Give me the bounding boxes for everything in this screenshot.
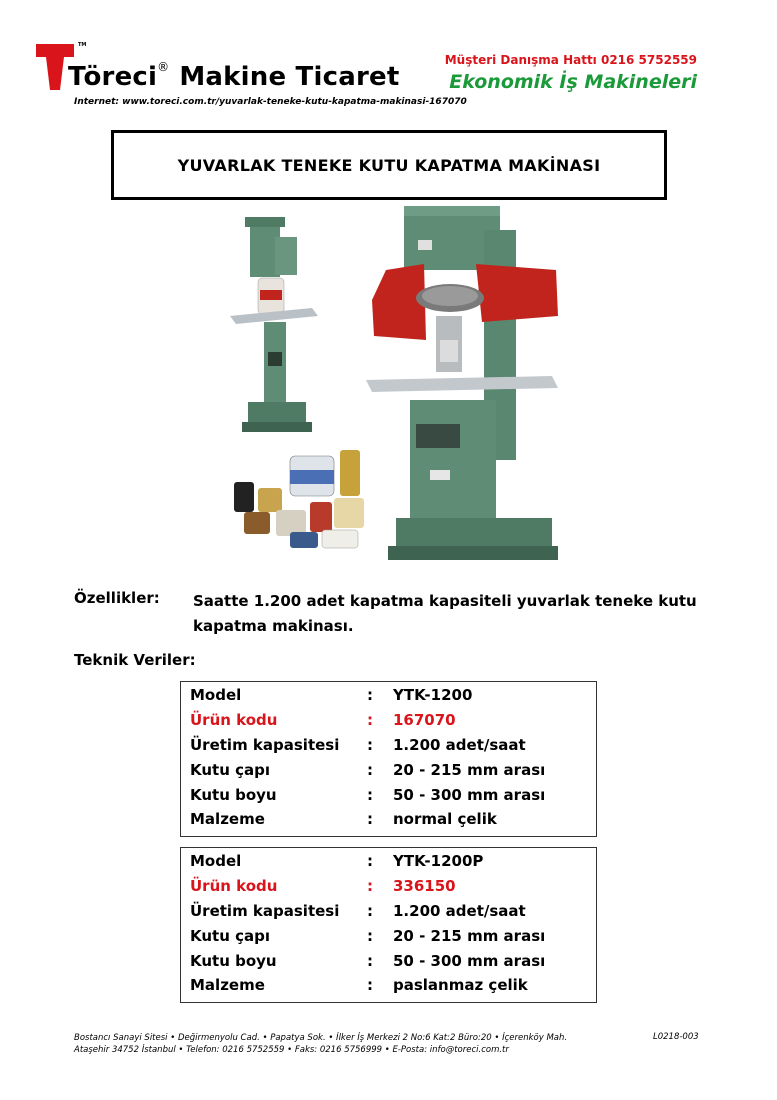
- spec-value: 50 - 300 mm arası: [393, 951, 546, 970]
- spec-sep: :: [367, 901, 373, 920]
- page-url[interactable]: Internet: www.toreci.com.tr/yuvarlak-teneke-kutu-kapatma-makinasi-167070: [74, 97, 467, 107]
- spec-sep: :: [367, 951, 373, 970]
- spec-value: YTK-1200: [393, 686, 473, 705]
- cans-photo: [230, 448, 370, 552]
- trademark-mark: TM: [78, 42, 87, 48]
- spec-key: Kutu boyu: [190, 951, 277, 970]
- spec-sep: :: [367, 760, 373, 779]
- small-machine-photo: [230, 212, 320, 440]
- title-box: [111, 130, 667, 200]
- page-title: YUVARLAK TENEKE KUTU KAPATMA MAKİNASI: [177, 155, 601, 175]
- spec-sep: :: [367, 810, 373, 829]
- spec-table-ytk-1200: [180, 681, 597, 837]
- spec-sep: :: [367, 976, 373, 995]
- spec-key: Malzeme: [190, 810, 265, 829]
- footer-address: [74, 1032, 567, 1056]
- spec-value: 1.200 adet/saat: [393, 735, 526, 754]
- spec-key: Model: [190, 686, 242, 705]
- spec-key: Üretim kapasitesi: [190, 735, 340, 754]
- spec-value: 1.200 adet/saat: [393, 901, 526, 920]
- spec-row-diameter: [181, 923, 596, 948]
- spec-key: Kutu çapı: [190, 926, 271, 945]
- spec-sep: :: [367, 926, 373, 945]
- spec-sep: :: [367, 877, 373, 896]
- spec-key: Kutu çapı: [190, 760, 271, 779]
- spec-row-material: [181, 807, 596, 832]
- spec-table-ytk-1200p: [180, 847, 597, 1003]
- spec-key: Ürün kodu: [190, 711, 278, 730]
- spec-key: Malzeme: [190, 976, 265, 995]
- spec-sep: :: [367, 785, 373, 804]
- document-number: L0218-003: [653, 1032, 699, 1042]
- spec-key: Ürün kodu: [190, 877, 278, 896]
- spec-row-product-code: [181, 708, 596, 733]
- spec-key: Model: [190, 852, 242, 871]
- spec-value: 20 - 215 mm arası: [393, 760, 546, 779]
- spec-key: Kutu boyu: [190, 785, 277, 804]
- spec-row-material: [181, 973, 596, 998]
- customer-hotline: Müşteri Danışma Hattı 0216 5752559: [444, 53, 697, 67]
- brand-name-primary: Töreci: [68, 62, 158, 92]
- brand-name: [68, 62, 399, 92]
- spec-row-model: [181, 849, 596, 874]
- spec-row-height: [181, 782, 596, 807]
- footer-line-2: Ataşehir 34752 İstanbul • Telefon: 0216 5752559 • Faks: 0216 5756999 • E-Posta: info@toreci.com.tr: [74, 1045, 509, 1055]
- spec-value: normal çelik: [393, 810, 497, 829]
- spec-sep: :: [367, 686, 373, 705]
- spec-value: YTK-1200P: [393, 852, 484, 871]
- spec-row-capacity: [181, 733, 596, 758]
- spec-value: 167070: [393, 711, 456, 730]
- spec-key: Üretim kapasitesi: [190, 901, 340, 920]
- footer-line-1: Bostancı Sanayi Sitesi • Değirmenyolu Cad. • Papatya Sok. • İlker İş Merkezi 2 No:6 Kat:2 Büro:20 • İçerenköy Mah.: [74, 1033, 568, 1043]
- spec-sep: :: [367, 711, 373, 730]
- spec-row-capacity: [181, 899, 596, 924]
- features-text: Saatte 1.200 adet kapatma kapasiteli yuvarlak teneke kutu kapatma makinası.: [193, 592, 697, 635]
- spec-value: 50 - 300 mm arası: [393, 785, 546, 804]
- spec-value: 20 - 215 mm arası: [393, 926, 546, 945]
- spec-row-diameter: [181, 757, 596, 782]
- brand-name-rest: Makine Ticaret: [179, 62, 400, 92]
- slogan: Ekonomik İş Makineleri: [449, 71, 697, 93]
- spec-value: paslanmaz çelik: [393, 976, 528, 995]
- spec-row-height: [181, 948, 596, 973]
- spec-sep: :: [367, 735, 373, 754]
- features-label: Özellikler:: [74, 589, 160, 607]
- spec-row-product-code: [181, 874, 596, 899]
- spec-row-model: [181, 683, 596, 708]
- spec-sep: :: [367, 852, 373, 871]
- technical-data-label: Teknik Veriler:: [74, 651, 196, 669]
- large-machine-photo: [366, 200, 560, 580]
- spec-value: 336150: [393, 877, 456, 896]
- registered-mark: ®: [157, 60, 170, 74]
